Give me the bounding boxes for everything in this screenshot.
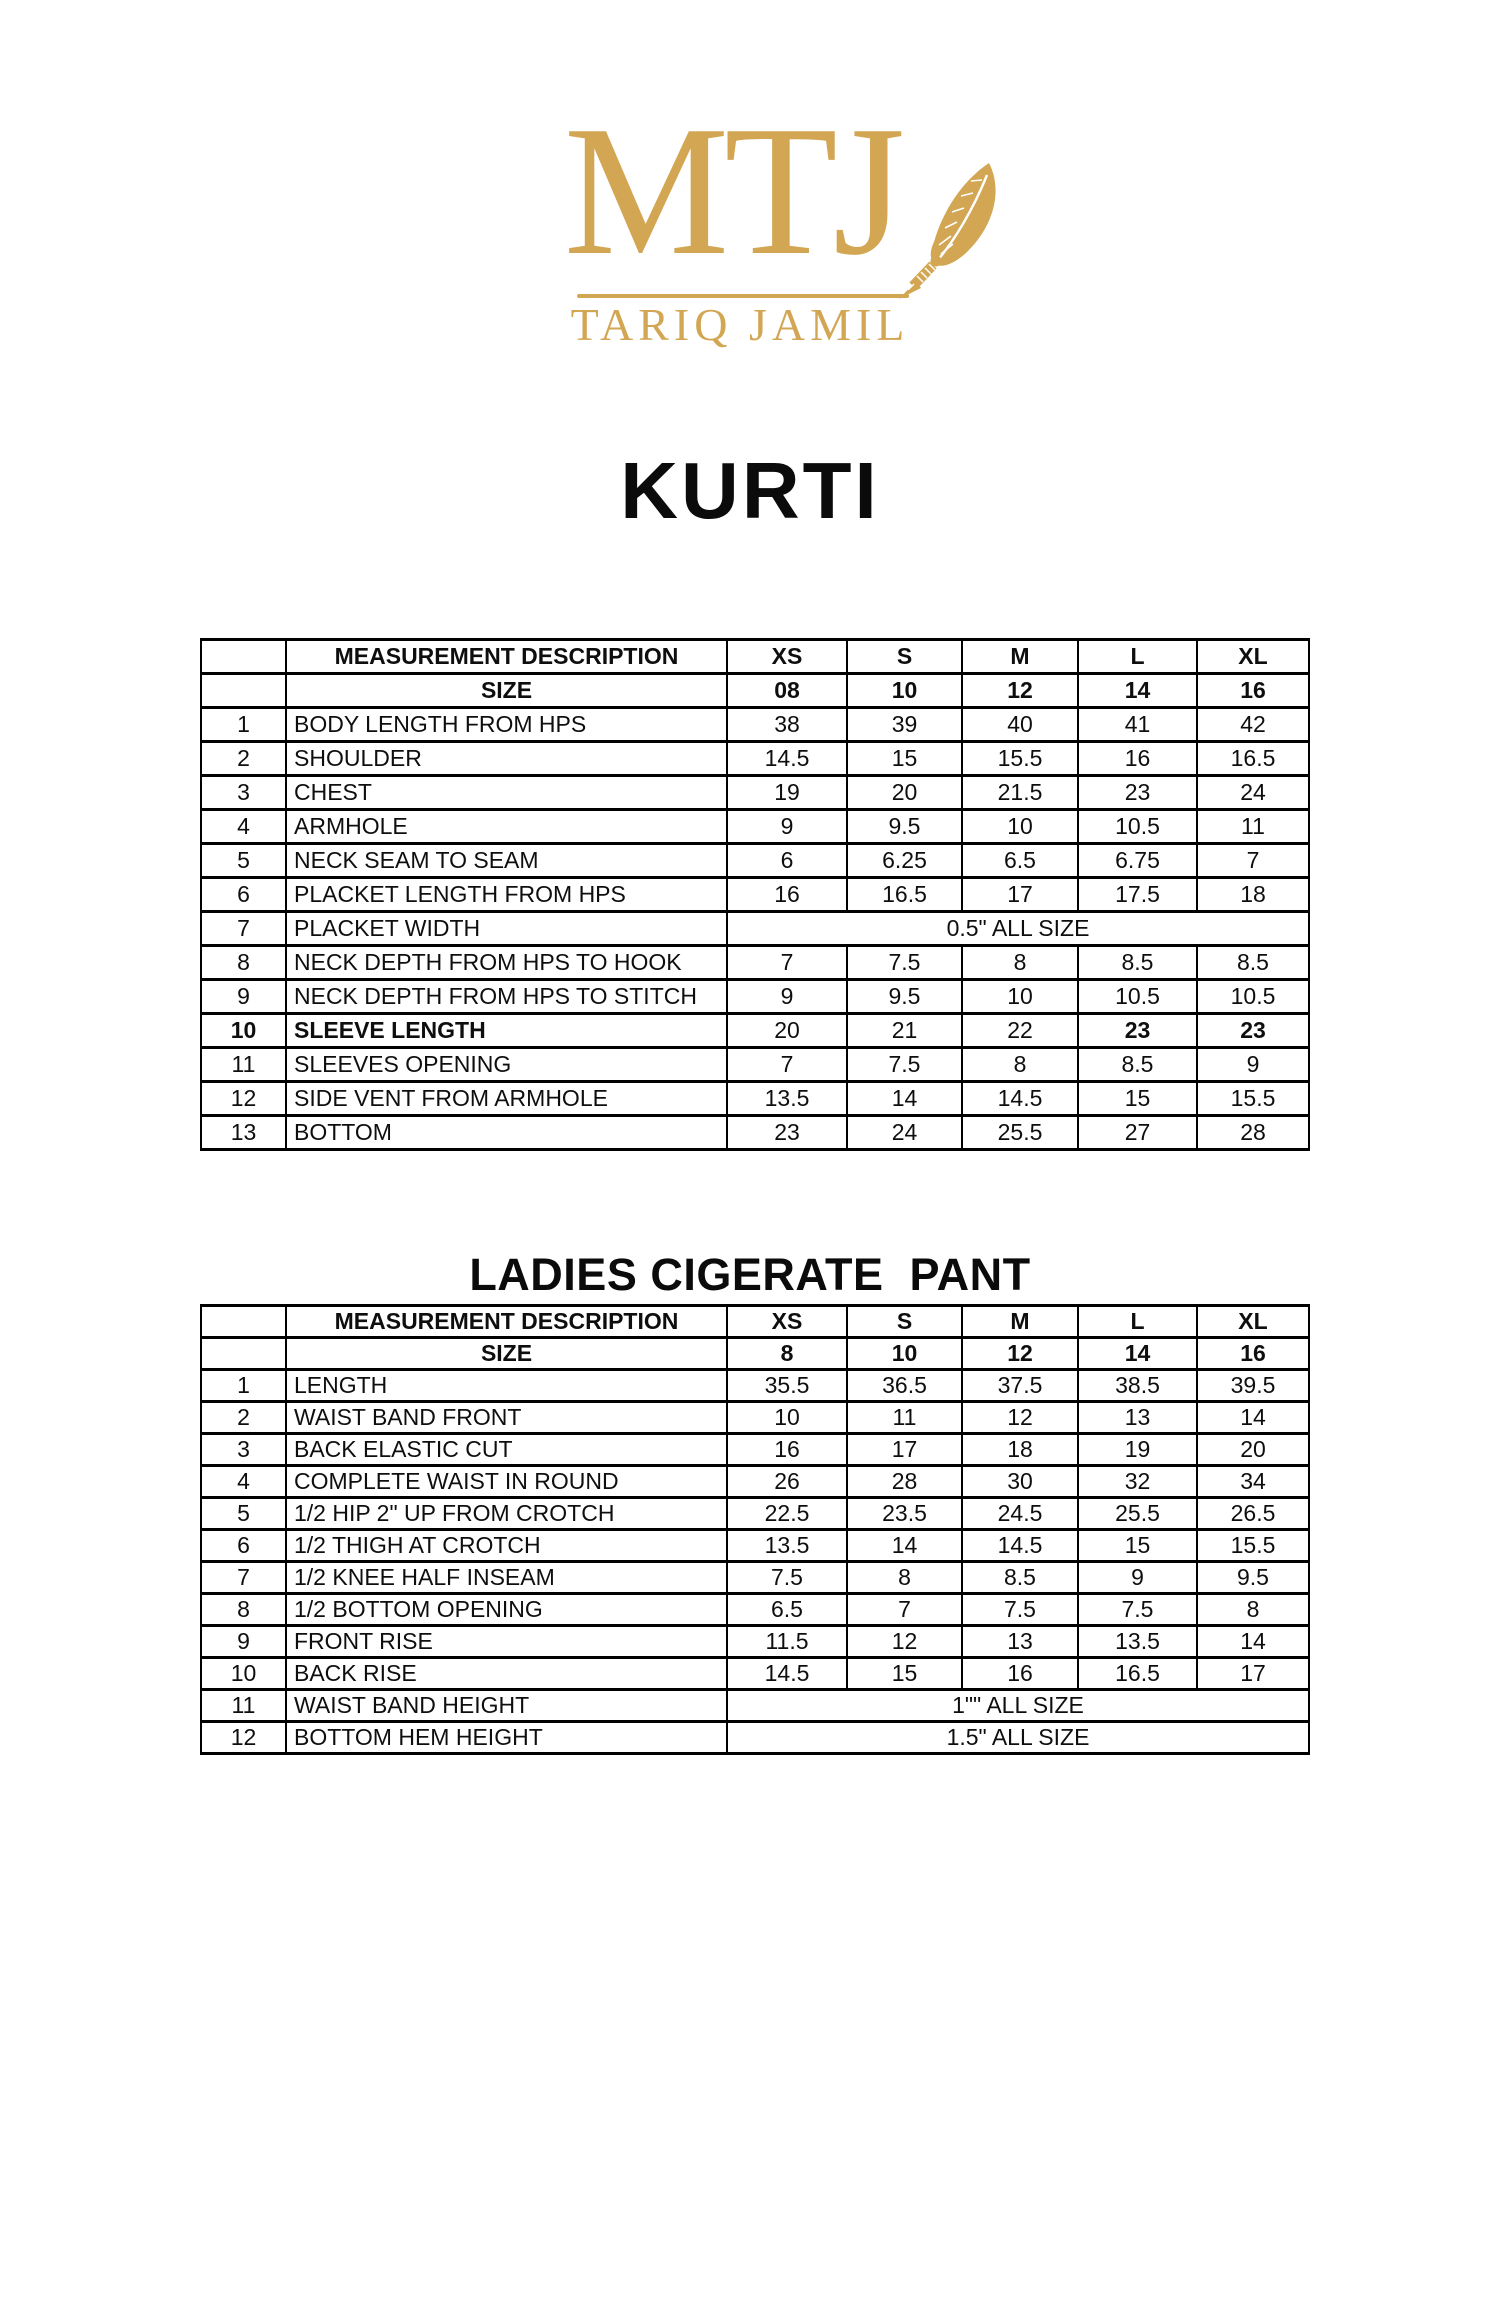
- row-number: 4: [201, 1466, 286, 1498]
- all-size-value: 0.5" ALL SIZE: [727, 912, 1309, 946]
- measurement-label: WAIST BAND FRONT: [286, 1402, 727, 1434]
- pant-size-table: [200, 1304, 1310, 1755]
- row-number: 2: [201, 742, 286, 776]
- measurement-value: 35.5: [727, 1370, 847, 1402]
- measurement-value: 36.5: [847, 1370, 962, 1402]
- size-row-value: 12: [962, 1338, 1078, 1370]
- size-row-value: 10: [847, 674, 962, 708]
- row-number: 3: [201, 1434, 286, 1466]
- measurement-value: 14: [847, 1530, 962, 1562]
- measurement-value: 7.5: [847, 1048, 962, 1082]
- measurement-description-header: MEASUREMENT DESCRIPTION: [286, 640, 727, 674]
- measurement-value: 14.5: [727, 1658, 847, 1690]
- measurement-value: 25.5: [1078, 1498, 1197, 1530]
- size-row-label: SIZE: [286, 1338, 727, 1370]
- feather-quill-icon: [896, 160, 1008, 302]
- measurement-value: 8: [1197, 1594, 1309, 1626]
- measurement-label: 1/2 KNEE HALF INSEAM: [286, 1562, 727, 1594]
- measurement-value: 7: [1197, 844, 1309, 878]
- row-number: 11: [201, 1048, 286, 1082]
- row-number: 9: [201, 1626, 286, 1658]
- measurement-row: [201, 1498, 1309, 1530]
- size-column-header: XS: [727, 640, 847, 674]
- row-number: 12: [201, 1722, 286, 1754]
- row-number: 6: [201, 878, 286, 912]
- measurement-value: 14: [1197, 1626, 1309, 1658]
- measurement-label: WAIST BAND HEIGHT: [286, 1690, 727, 1722]
- measurement-value: 20: [727, 1014, 847, 1048]
- row-number: 8: [201, 946, 286, 980]
- measurement-label: CHEST: [286, 776, 727, 810]
- measurement-value: 13.5: [727, 1082, 847, 1116]
- measurement-row: [201, 1466, 1309, 1498]
- table-corner-cell: [201, 1306, 286, 1338]
- measurement-value: 12: [962, 1402, 1078, 1434]
- measurement-value: 39.5: [1197, 1370, 1309, 1402]
- row-number: 5: [201, 844, 286, 878]
- measurement-row: [201, 1658, 1309, 1690]
- measurement-value: 6.75: [1078, 844, 1197, 878]
- measurement-row: [201, 1530, 1309, 1562]
- measurement-label: NECK DEPTH FROM HPS TO STITCH: [286, 980, 727, 1014]
- size-column-header: S: [847, 640, 962, 674]
- measurement-value: 15.5: [1197, 1530, 1309, 1562]
- row-number: 10: [201, 1658, 286, 1690]
- row-number: 4: [201, 810, 286, 844]
- measurement-value: 9: [727, 810, 847, 844]
- kurti-section-title: KURTI: [620, 446, 880, 535]
- measurement-label: FRONT RISE: [286, 1626, 727, 1658]
- measurement-value: 18: [1197, 878, 1309, 912]
- row-number: 6: [201, 1530, 286, 1562]
- measurement-value: 16: [1078, 742, 1197, 776]
- measurement-value: 38: [727, 708, 847, 742]
- size-row-value: 14: [1078, 1338, 1197, 1370]
- measurement-value: 32: [1078, 1466, 1197, 1498]
- all-size-value: 1.5" ALL SIZE: [727, 1722, 1309, 1754]
- measurement-value: 20: [847, 776, 962, 810]
- table-corner-cell: [201, 640, 286, 674]
- measurement-value: 23: [1078, 776, 1197, 810]
- measurement-value: 9.5: [1197, 1562, 1309, 1594]
- size-row-value: 14: [1078, 674, 1197, 708]
- measurement-value: 7.5: [847, 946, 962, 980]
- header-row: [201, 640, 1309, 674]
- measurement-value: 13: [962, 1626, 1078, 1658]
- row-number: 1: [201, 1370, 286, 1402]
- brand-monogram: MTJ: [563, 88, 901, 294]
- size-column-header: S: [847, 1306, 962, 1338]
- measurement-value: 7: [727, 946, 847, 980]
- measurement-value: 10: [727, 1402, 847, 1434]
- table-corner-cell: [201, 674, 286, 708]
- measurement-value: 27: [1078, 1116, 1197, 1150]
- measurement-value: 13.5: [727, 1530, 847, 1562]
- measurement-row: [201, 1722, 1309, 1754]
- measurement-value: 17: [1197, 1658, 1309, 1690]
- measurement-value: 17.5: [1078, 878, 1197, 912]
- size-row: [201, 1338, 1309, 1370]
- measurement-value: 21: [847, 1014, 962, 1048]
- measurement-value: 24.5: [962, 1498, 1078, 1530]
- row-number: 13: [201, 1116, 286, 1150]
- measurement-value: 6.5: [962, 844, 1078, 878]
- row-number: 5: [201, 1498, 286, 1530]
- measurement-value: 8.5: [1197, 946, 1309, 980]
- measurement-value: 7.5: [1078, 1594, 1197, 1626]
- measurement-row: [201, 1594, 1309, 1626]
- measurement-value: 8.5: [1078, 946, 1197, 980]
- size-column-header: L: [1078, 640, 1197, 674]
- all-size-value: 1"" ALL SIZE: [727, 1690, 1309, 1722]
- measurement-row: [201, 1014, 1309, 1048]
- measurement-row: [201, 776, 1309, 810]
- measurement-value: 11: [1197, 810, 1309, 844]
- measurement-value: 16: [727, 878, 847, 912]
- measurement-value: 23: [1197, 1014, 1309, 1048]
- measurement-label: PLACKET WIDTH: [286, 912, 727, 946]
- measurement-value: 20: [1197, 1434, 1309, 1466]
- measurement-value: 10: [962, 980, 1078, 1014]
- measurement-value: 8: [962, 946, 1078, 980]
- measurement-value: 26: [727, 1466, 847, 1498]
- measurement-value: 8.5: [962, 1562, 1078, 1594]
- measurement-label: BOTTOM: [286, 1116, 727, 1150]
- measurement-label: BACK RISE: [286, 1658, 727, 1690]
- measurement-row: [201, 946, 1309, 980]
- size-row-value: 16: [1197, 1338, 1309, 1370]
- measurement-label: PLACKET LENGTH FROM HPS: [286, 878, 727, 912]
- row-number: 12: [201, 1082, 286, 1116]
- measurement-value: 22.5: [727, 1498, 847, 1530]
- measurement-label: BACK ELASTIC CUT: [286, 1434, 727, 1466]
- measurement-value: 13.5: [1078, 1626, 1197, 1658]
- measurement-row: [201, 1048, 1309, 1082]
- measurement-value: 18: [962, 1434, 1078, 1466]
- measurement-value: 39: [847, 708, 962, 742]
- measurement-value: 8: [847, 1562, 962, 1594]
- measurement-value: 15: [847, 742, 962, 776]
- measurement-row: [201, 1434, 1309, 1466]
- measurement-value: 7.5: [727, 1562, 847, 1594]
- measurement-value: 15: [1078, 1082, 1197, 1116]
- measurement-value: 28: [1197, 1116, 1309, 1150]
- measurement-value: 7: [847, 1594, 962, 1626]
- measurement-value: 14: [847, 1082, 962, 1116]
- row-number: 11: [201, 1690, 286, 1722]
- size-row-value: 8: [727, 1338, 847, 1370]
- measurement-value: 12: [847, 1626, 962, 1658]
- measurement-value: 8.5: [1078, 1048, 1197, 1082]
- measurement-label: LENGTH: [286, 1370, 727, 1402]
- measurement-value: 14: [1197, 1402, 1309, 1434]
- measurement-description-header: MEASUREMENT DESCRIPTION: [286, 1306, 727, 1338]
- measurement-value: 38.5: [1078, 1370, 1197, 1402]
- measurement-value: 14.5: [962, 1530, 1078, 1562]
- size-row-label: SIZE: [286, 674, 727, 708]
- measurement-value: 10: [962, 810, 1078, 844]
- measurement-value: 10.5: [1078, 810, 1197, 844]
- measurement-value: 42: [1197, 708, 1309, 742]
- measurement-label: SIDE VENT FROM ARMHOLE: [286, 1082, 727, 1116]
- measurement-value: 25.5: [962, 1116, 1078, 1150]
- measurement-label: SLEEVE LENGTH: [286, 1014, 727, 1048]
- measurement-label: COMPLETE WAIST IN ROUND: [286, 1466, 727, 1498]
- size-row-value: 08: [727, 674, 847, 708]
- header-row: [201, 1306, 1309, 1338]
- measurement-value: 34: [1197, 1466, 1309, 1498]
- measurement-label: NECK DEPTH FROM HPS TO HOOK: [286, 946, 727, 980]
- measurement-value: 22: [962, 1014, 1078, 1048]
- measurement-value: 30: [962, 1466, 1078, 1498]
- table-corner-cell: [201, 1338, 286, 1370]
- row-number: 10: [201, 1014, 286, 1048]
- size-column-header: XL: [1197, 640, 1309, 674]
- row-number: 7: [201, 1562, 286, 1594]
- measurement-row: [201, 810, 1309, 844]
- measurement-row: [201, 844, 1309, 878]
- measurement-row: [201, 1370, 1309, 1402]
- measurement-value: 6: [727, 844, 847, 878]
- measurement-value: 7.5: [962, 1594, 1078, 1626]
- row-number: 1: [201, 708, 286, 742]
- measurement-value: 8: [962, 1048, 1078, 1082]
- measurement-row: [201, 1690, 1309, 1722]
- kurti-size-table: [200, 638, 1310, 1151]
- measurement-value: 9: [727, 980, 847, 1014]
- measurement-value: 23.5: [847, 1498, 962, 1530]
- measurement-label: ARMHOLE: [286, 810, 727, 844]
- measurement-value: 28: [847, 1466, 962, 1498]
- size-row-value: 10: [847, 1338, 962, 1370]
- measurement-value: 37.5: [962, 1370, 1078, 1402]
- measurement-row: [201, 708, 1309, 742]
- size-column-header: XS: [727, 1306, 847, 1338]
- measurement-value: 19: [1078, 1434, 1197, 1466]
- measurement-row: [201, 1116, 1309, 1150]
- measurement-value: 7: [727, 1048, 847, 1082]
- measurement-value: 16.5: [1078, 1658, 1197, 1690]
- size-row-value: 12: [962, 674, 1078, 708]
- measurement-row: [201, 1562, 1309, 1594]
- row-number: 7: [201, 912, 286, 946]
- measurement-label: BOTTOM HEM HEIGHT: [286, 1722, 727, 1754]
- measurement-value: 24: [1197, 776, 1309, 810]
- measurement-label: NECK SEAM TO SEAM: [286, 844, 727, 878]
- measurement-value: 23: [1078, 1014, 1197, 1048]
- measurement-row: [201, 878, 1309, 912]
- measurement-value: 41: [1078, 708, 1197, 742]
- measurement-value: 9: [1078, 1562, 1197, 1594]
- measurement-value: 11: [847, 1402, 962, 1434]
- measurement-row: [201, 1402, 1309, 1434]
- logo-underline: [577, 294, 909, 298]
- measurement-value: 9.5: [847, 980, 962, 1014]
- measurement-value: 15: [847, 1658, 962, 1690]
- measurement-value: 15: [1078, 1530, 1197, 1562]
- size-column-header: XL: [1197, 1306, 1309, 1338]
- measurement-value: 23: [727, 1116, 847, 1150]
- measurement-label: BODY LENGTH FROM HPS: [286, 708, 727, 742]
- measurement-value: 16.5: [847, 878, 962, 912]
- measurement-value: 6.25: [847, 844, 962, 878]
- measurement-value: 19: [727, 776, 847, 810]
- size-column-header: M: [962, 1306, 1078, 1338]
- measurement-row: [201, 912, 1309, 946]
- measurement-label: SHOULDER: [286, 742, 727, 776]
- measurement-value: 21.5: [962, 776, 1078, 810]
- measurement-value: 26.5: [1197, 1498, 1309, 1530]
- measurement-label: 1/2 BOTTOM OPENING: [286, 1594, 727, 1626]
- row-number: 2: [201, 1402, 286, 1434]
- measurement-value: 17: [962, 878, 1078, 912]
- measurement-value: 14.5: [962, 1082, 1078, 1116]
- measurement-label: 1/2 HIP 2" UP FROM CROTCH: [286, 1498, 727, 1530]
- measurement-value: 24: [847, 1116, 962, 1150]
- measurement-row: [201, 1626, 1309, 1658]
- size-column-header: L: [1078, 1306, 1197, 1338]
- measurement-value: 14.5: [727, 742, 847, 776]
- measurement-value: 16: [962, 1658, 1078, 1690]
- measurement-value: 15.5: [1197, 1082, 1309, 1116]
- measurement-value: 10.5: [1078, 980, 1197, 1014]
- measurement-value: 10.5: [1197, 980, 1309, 1014]
- brand-name: TARIQ JAMIL: [570, 299, 910, 350]
- measurement-value: 6.5: [727, 1594, 847, 1626]
- measurement-value: 40: [962, 708, 1078, 742]
- measurement-label: 1/2 THIGH AT CROTCH: [286, 1530, 727, 1562]
- size-row: [201, 674, 1309, 708]
- measurement-value: 15.5: [962, 742, 1078, 776]
- measurement-value: 9.5: [847, 810, 962, 844]
- measurement-value: 9: [1197, 1048, 1309, 1082]
- measurement-row: [201, 1082, 1309, 1116]
- row-number: 9: [201, 980, 286, 1014]
- measurement-row: [201, 980, 1309, 1014]
- measurement-value: 17: [847, 1434, 962, 1466]
- measurement-value: 16: [727, 1434, 847, 1466]
- pant-section-title: LADIES CIGERATE PANT: [469, 1249, 1031, 1300]
- measurement-value: 13: [1078, 1402, 1197, 1434]
- size-row-value: 16: [1197, 674, 1309, 708]
- size-column-header: M: [962, 640, 1078, 674]
- measurement-row: [201, 742, 1309, 776]
- row-number: 8: [201, 1594, 286, 1626]
- row-number: 3: [201, 776, 286, 810]
- measurement-label: SLEEVES OPENING: [286, 1048, 727, 1082]
- measurement-value: 16.5: [1197, 742, 1309, 776]
- measurement-value: 11.5: [727, 1626, 847, 1658]
